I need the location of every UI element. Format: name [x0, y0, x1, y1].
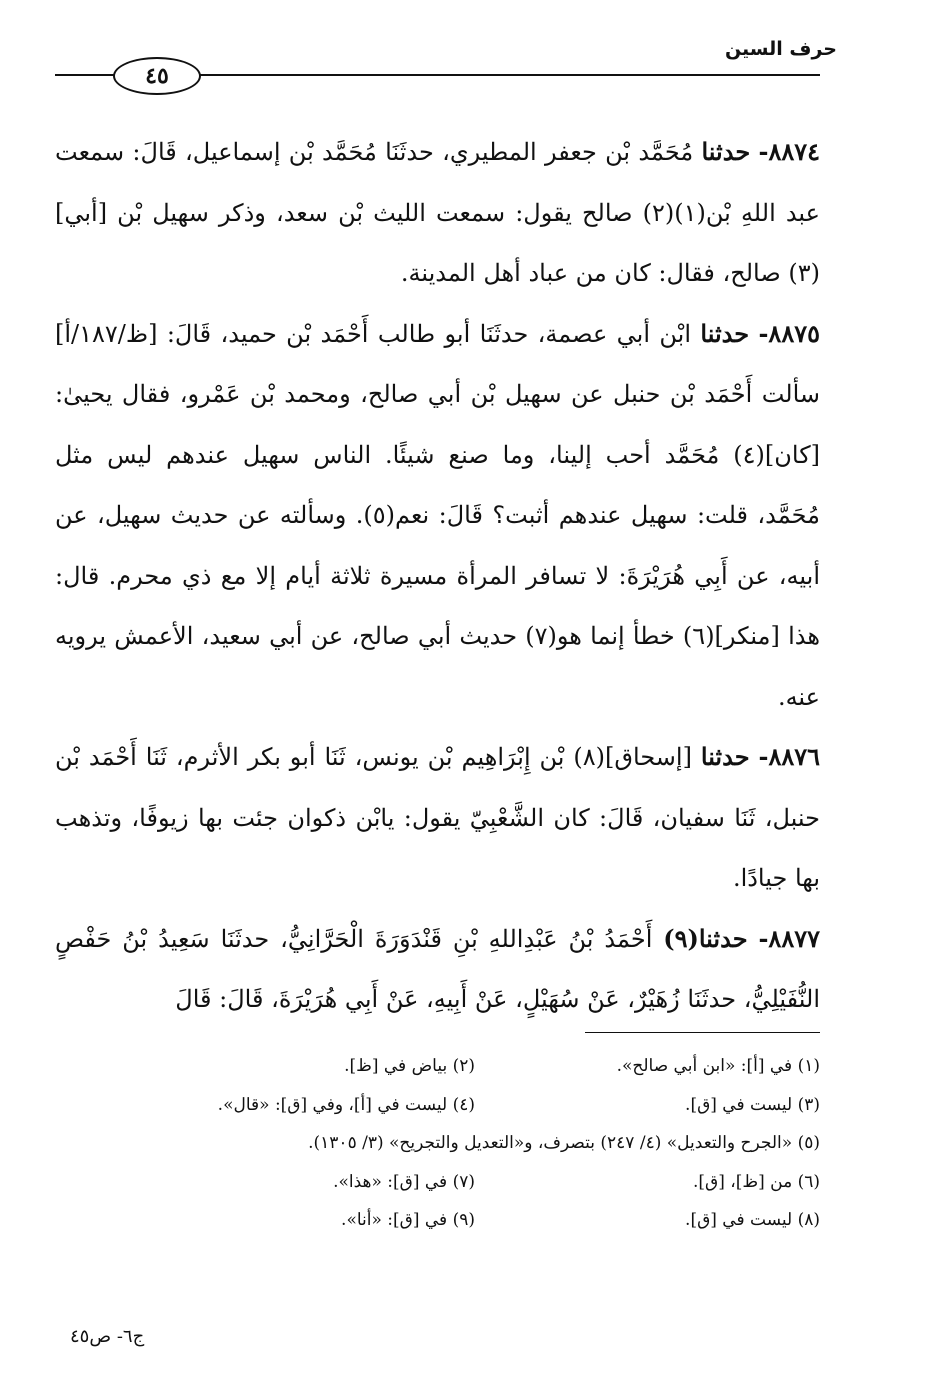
main-text [55, 122, 820, 1030]
entry-number: ٨٨٧٥- [758, 318, 820, 348]
entry-text: ابْن أبي عصمة، حدثَنَا أبو طالب أَحْمَد بْن حميد، قَالَ: [ظ/١٨٧/أ] سألت أَحْمَد بْن حنبل عن سهيل بْن أبي صالح، ومحمد بْن عَمْرو، فقال يحيىٰ: [كان](٤) مُحَمَّد أحب إلينا، وما صنع شيئًا. الناس سهيل عندهم ليس مثل مُحَمَّد، قلت: سهيل عندهم أثبت؟ قَالَ: نعم(٥). وسألته عن حديث سهيل، عن أبيه، عن أَبِي هُرَيْرَةَ: لا تسافر المرأة مسيرة ثلاثة أيام إلا مع ذي محرم. قال: هذا [منكر](٦) خطأ إنما هو(٧) حديث أبي صالح، عن أبي سعيد، الأعمش يرويه عنه. [55, 319, 820, 711]
footnote: (٣) ليست في [ق]. [685, 1094, 820, 1115]
footnote: (١) في [أ]: «ابن أبي صالح». [616, 1056, 820, 1076]
entry-number: ٨٨٧٧- [758, 923, 820, 953]
hadith-entry [55, 909, 820, 1030]
entry-text: مُحَمَّد بْن جعفر المطيري، حدثَنَا مُحَمَّد بْن إسماعيل، قَالَ: سمعت عبد اللهِ بْن(١)(٢) صالح يقول: سمعت الليث بْن سعد، وذكر سهيل بْن [أبي](٣) صالح، فقال: كان من عباد أهل المدينة. [55, 138, 820, 287]
footnote-row [120, 1163, 820, 1202]
hadith-entry [55, 122, 820, 304]
footnote: (٩) في [ق]: «أنا». [341, 1210, 475, 1230]
entry-number: ٨٨٧٦- [758, 742, 820, 771]
footnote: (٦) من [ظ]، [ق]. [692, 1171, 820, 1192]
footnote-rule [585, 1032, 820, 1033]
footnote: (٨) ليست في [ق]. [685, 1210, 820, 1230]
hadith-entry [55, 304, 820, 728]
entry-text: [إسحاق](٨) بْن إِبْرَاهِيم بْن يونس، ثَنَا أبو بكر الأثرم، ثَنَا أَحْمَد بْن حنبل، ثَنَا سفيان، قَالَ: كان الشَّعْبِيّ يقول: يابْن ذكوان جئت بها زيوفًا، وتذهب بها جيادًا. [55, 743, 820, 892]
chapter-title: حرف السين [724, 38, 837, 60]
footnote-row [120, 1086, 820, 1125]
footnote: (٧) في [ق]: «هذا». [333, 1171, 475, 1192]
entry-number: ٨٨٧٤- [758, 137, 820, 166]
footnote-row [120, 1124, 820, 1163]
hadith-entry [55, 727, 820, 909]
footnote: (٥) «الجرح والتعديل» (٤/ ٢٤٧) بتصرف، و«التعديل والتجريح» (٣/ ١٣٠٥). [308, 1133, 820, 1153]
entry-lead: حدثنا(٩) [663, 923, 748, 953]
volume-page-reference: ج٦- ص٤٥ [70, 1326, 145, 1347]
footnote: (٤) ليست في [أ]، وفي [ق]: «قال». [217, 1094, 475, 1115]
footnote: (٢) بياض في [ظ]. [344, 1056, 475, 1076]
footnote-row [120, 1047, 820, 1086]
entry-lead: حدثنا [701, 137, 751, 166]
entry-lead: حدثنا [700, 318, 750, 348]
footnotes [120, 1047, 820, 1240]
page-number: ٤٥ [113, 57, 201, 95]
entry-lead: حدثنا [700, 742, 750, 771]
entry-text: أَحْمَدُ بْنُ عَبْدِاللهِ بْنِ قَنْدَوَرَةَ الْحَرَّانِيُّ، حدثَنَا سَعِيدُ بْنُ حَفْصٍ النُّفَيْلِيُّ، حدثَنَا زُهَيْرٌ، عَنْ سُهَيْلٍ، عَنْ أَبِيهِ، عَنْ أَبِي هُرَيْرَةَ، قَالَ: قَالَ [55, 924, 820, 1013]
footnote-row [120, 1201, 820, 1240]
